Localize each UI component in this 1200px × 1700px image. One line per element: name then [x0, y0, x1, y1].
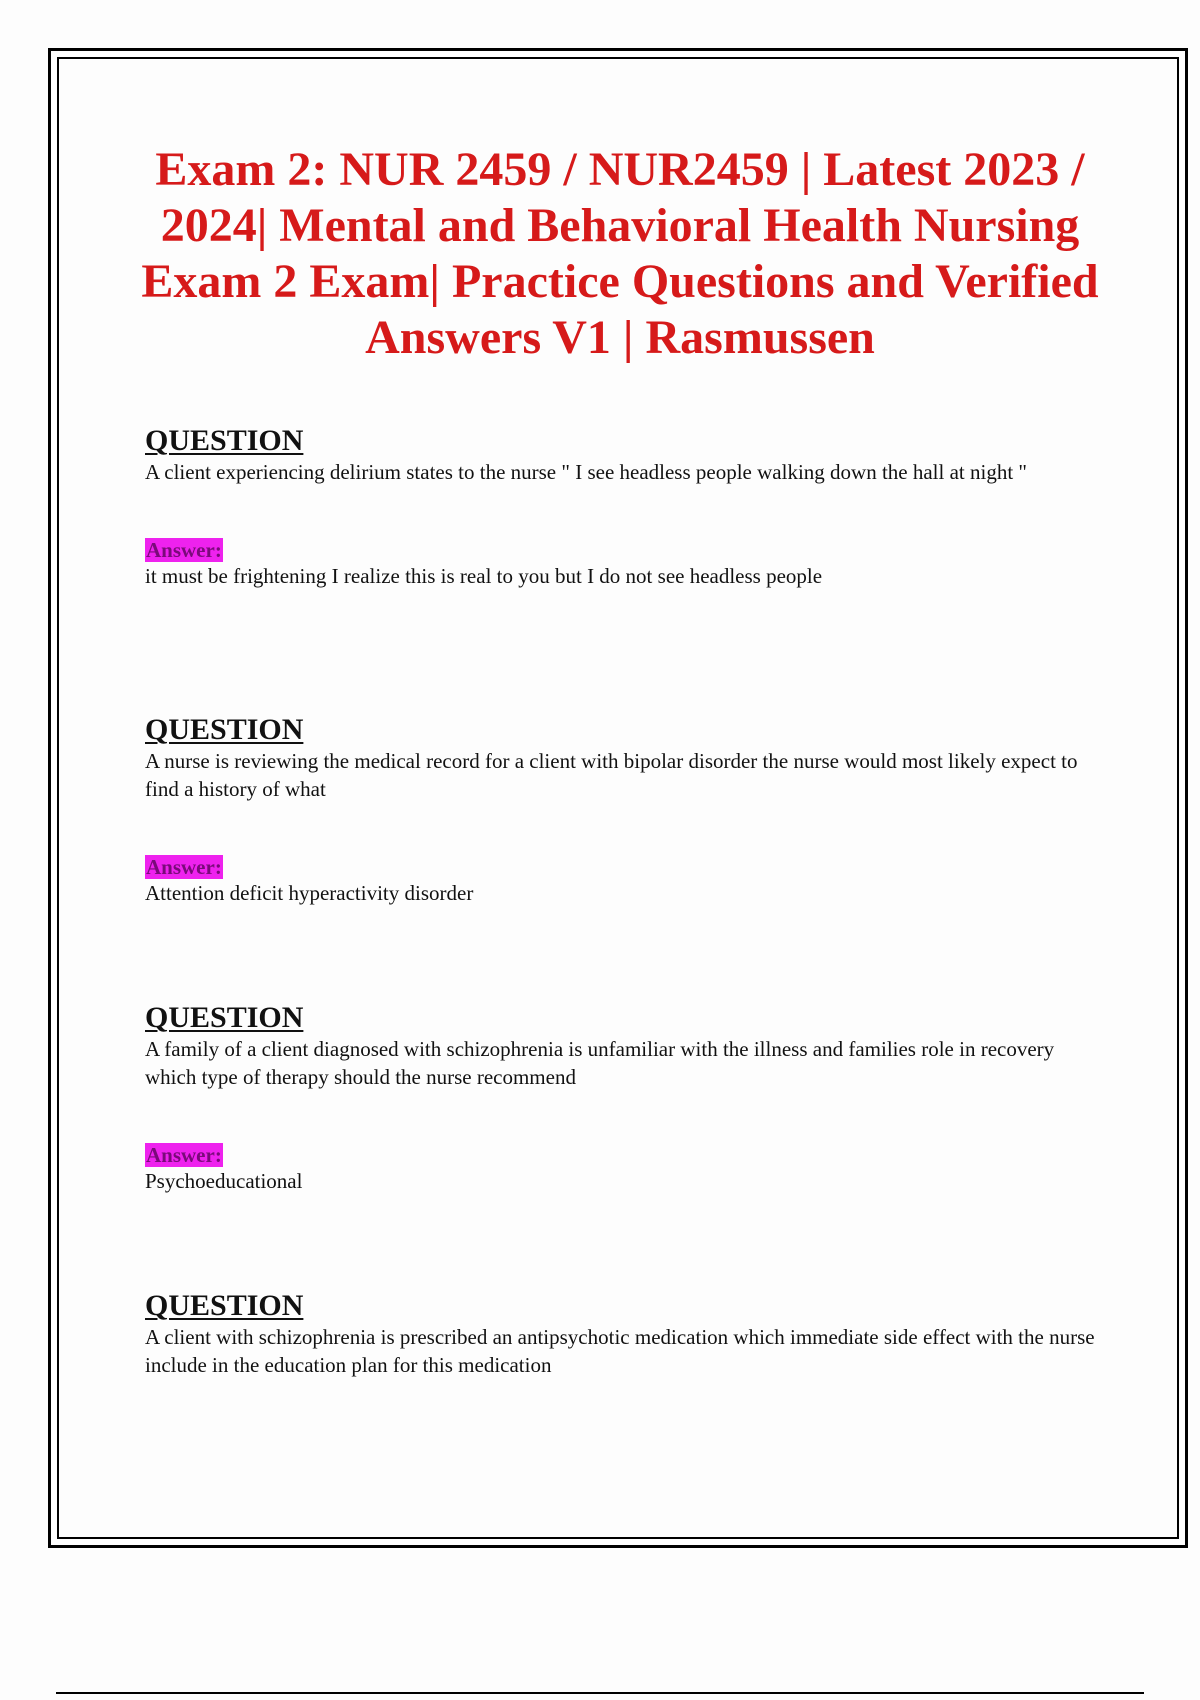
qa-item-4 — [145, 1289, 1105, 1379]
answer-text: it must be frightening I realize this is real to you but I do not see headless people — [145, 564, 823, 588]
answer-label: Answer: — [146, 855, 222, 879]
question-heading: QUESTION — [145, 1289, 304, 1322]
answer-section — [145, 538, 1105, 590]
question-heading: QUESTION — [145, 1001, 304, 1034]
footer-rule — [56, 1692, 1144, 1694]
document-title: Exam 2: NUR 2459 / NUR2459 | Latest 2023 / 2024| Mental and Behavioral Health Nursing Exam 2 Exam| Practice Questions and Verified Answers V1 | Rasmussen — [141, 143, 1099, 364]
qa-item-1 — [145, 424, 1105, 590]
question-heading: QUESTION — [145, 424, 304, 457]
answer-text: Psychoeducational — [145, 1169, 303, 1193]
question-heading: QUESTION — [145, 713, 304, 746]
answer-text: Attention deficit hyperactivity disorder — [145, 881, 474, 905]
question-text: A client with schizophrenia is prescribed an antipsychotic medication which immediate side effect with the nurse include in the education plan for this medication — [145, 1325, 1095, 1377]
answer-section — [145, 855, 1105, 907]
qa-item-2 — [145, 713, 1105, 907]
answer-section — [145, 1143, 1105, 1195]
answer-label: Answer: — [146, 538, 222, 562]
question-text: A client experiencing delirium states to the nurse " I see headless people walking down the hall at night " — [145, 460, 1027, 484]
question-text: A family of a client diagnosed with schizophrenia is unfamiliar with the illness and families role in recovery which type of therapy should the nurse recommend — [145, 1037, 1055, 1089]
question-text: A nurse is reviewing the medical record for a client with bipolar disorder the nurse would most likely expect to find a history of what — [145, 749, 1078, 801]
qa-item-3 — [145, 1001, 1105, 1195]
answer-label: Answer: — [146, 1143, 222, 1167]
